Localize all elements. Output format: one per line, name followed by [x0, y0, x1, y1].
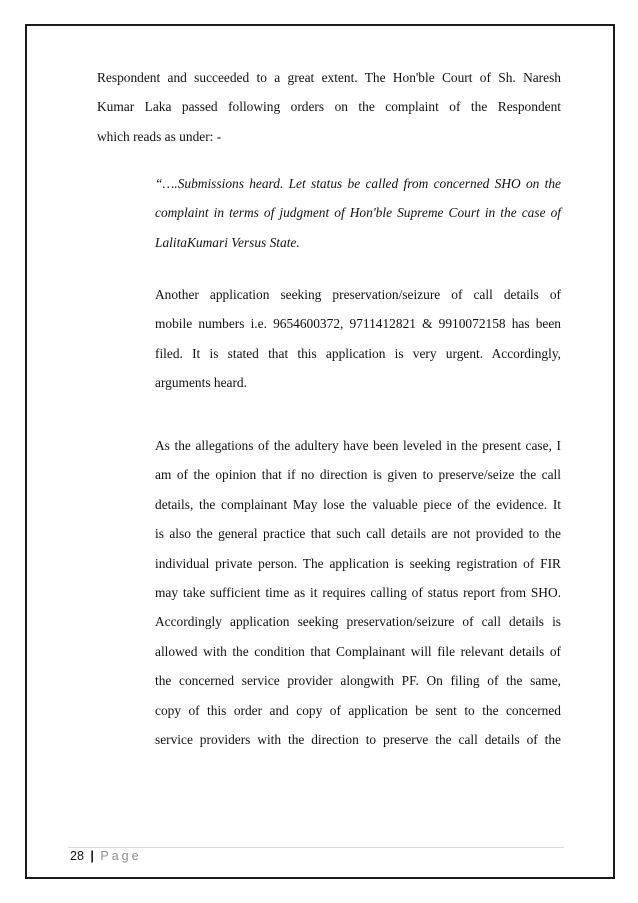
text-line: individual private person. The application is seeking registration of FIR [155, 555, 561, 571]
text-line: complaint in terms of judgment of Hon'ble Supreme Court in the case of [155, 205, 561, 221]
text-line: is also the general practice that such call details are not provided to the [155, 526, 561, 542]
text-line: allowed with the condition that Complainant will file relevant details of [155, 643, 561, 659]
paragraph-application [155, 280, 561, 398]
text-line: which reads as under: - [97, 128, 222, 144]
text-line: LalitaKumari Versus State. [155, 234, 300, 250]
text-line: filed. It is stated that this application is very urgent. Accordingly, [155, 345, 561, 361]
footer-divider [68, 847, 564, 848]
text-line: details, the complainant May lose the valuable piece of the evidence. It [155, 496, 561, 512]
paragraph-opinion [155, 431, 561, 754]
page-footer [70, 849, 142, 863]
text-line: mobile numbers i.e. 9654600372, 9711412821 & 9910072158 has been [155, 316, 561, 332]
text-line: copy of this order and copy of application be sent to the concerned [155, 702, 561, 718]
text-line: arguments heard. [155, 375, 247, 391]
text-line: the concerned service provider alongwith PF. On filing of the same, [155, 673, 561, 689]
page-label: Page [100, 849, 142, 863]
page-number: 28 [70, 849, 84, 863]
paragraph-intro [97, 63, 561, 151]
text-line: Respondent and succeeded to a great extent. The Hon'ble Court of Sh. Naresh [97, 70, 561, 85]
text-line: Kumar Laka passed following orders on the complaint of the Respondent [97, 99, 561, 115]
text-line: service providers with the direction to preserve the call details of the [155, 732, 561, 748]
text-line: Another application seeking preservation/seizure of call details of [155, 287, 561, 302]
order-quote [155, 169, 561, 257]
text-line: may take sufficient time as it requires calling of status report from SHO. [155, 585, 561, 601]
text-line: “….Submissions heard. Let status be called from concerned SHO on the [155, 176, 561, 191]
text-line: As the allegations of the adultery have been leveled in the present case, I [155, 438, 561, 453]
footer-separator: | [90, 849, 94, 863]
text-line: am of the opinion that if no direction is given to preserve/seize the call [155, 467, 561, 483]
text-line: Accordingly application seeking preservation/seizure of call details is [155, 614, 561, 630]
